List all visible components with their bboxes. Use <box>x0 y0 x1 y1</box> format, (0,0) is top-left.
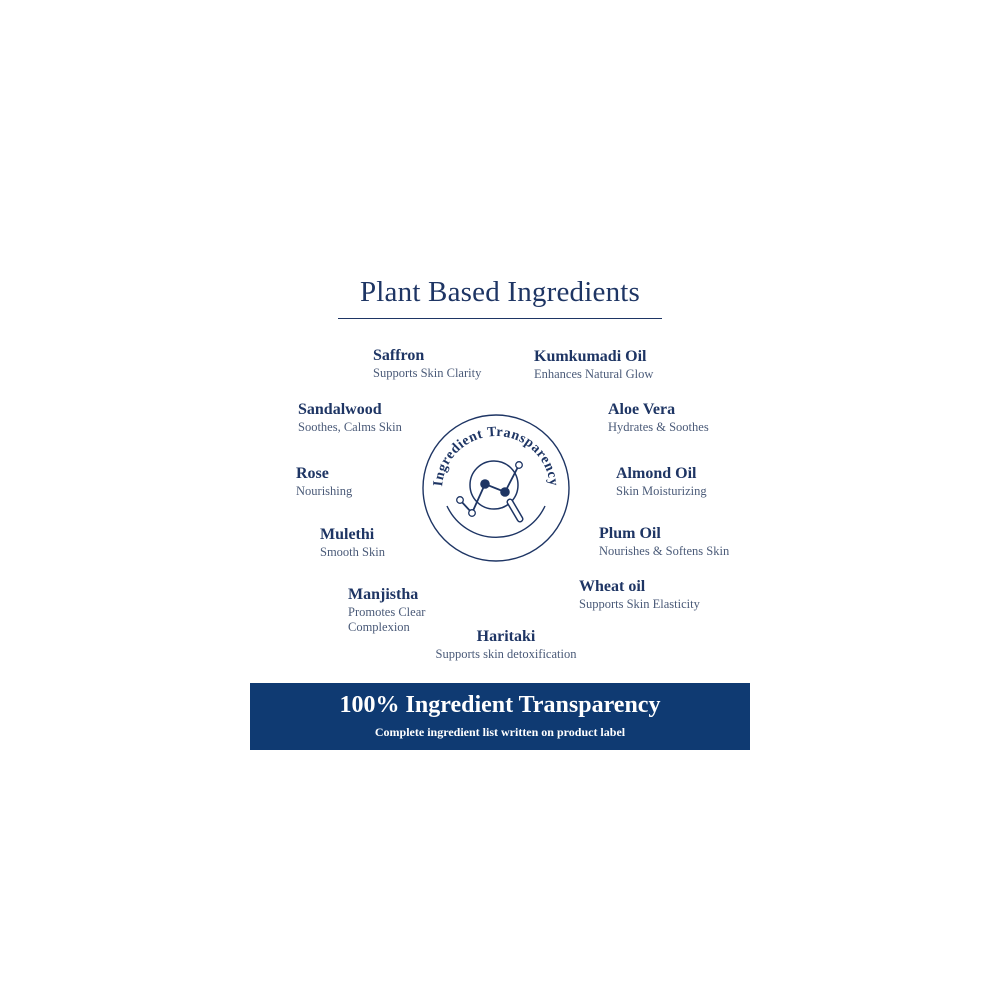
badge-text: Ingredient Transparency <box>431 424 561 488</box>
ingredient-name: Manjistha <box>348 586 419 603</box>
ingredient-aloe-vera <box>608 401 709 435</box>
ingredient-desc: Nourishes & Softens Skin <box>599 544 730 558</box>
ingredient-haritaki <box>431 628 581 662</box>
ingredient-name: Sandalwood <box>298 401 382 418</box>
ingredient-rose <box>296 465 352 499</box>
ingredient-desc: Supports Skin Clarity <box>373 366 482 380</box>
ingredient-manjistha <box>348 586 443 635</box>
ingredient-mulethi <box>320 526 385 560</box>
ingredient-transparency-badge <box>420 412 572 564</box>
ingredient-name: Saffron <box>373 347 425 364</box>
ingredient-name: Plum Oil <box>599 525 661 542</box>
ingredient-name: Wheat oil <box>579 578 646 595</box>
banner-headline: 100% Ingredient Transparency <box>339 692 661 718</box>
ingredient-saffron <box>373 347 481 381</box>
ingredient-sandalwood <box>298 401 402 435</box>
transparency-banner <box>250 683 750 750</box>
ingredient-desc: Promotes Clear Complexion <box>348 605 426 634</box>
ingredient-name: Mulethi <box>320 526 375 543</box>
ingredient-wheat-oil <box>579 578 700 612</box>
ingredient-desc: Supports skin detoxification <box>435 647 577 661</box>
ingredient-almond-oil <box>616 465 707 499</box>
ingredient-desc: Nourishing <box>296 484 353 498</box>
ingredient-desc: Skin Moisturizing <box>616 484 707 498</box>
badge-inner-arc <box>447 506 545 537</box>
ingredient-name: Almond Oil <box>616 465 697 482</box>
ingredient-desc: Enhances Natural Glow <box>534 367 654 381</box>
ingredient-name: Kumkumadi Oil <box>534 348 647 365</box>
ingredient-name: Aloe Vera <box>608 401 676 418</box>
ingredient-desc: Smooth Skin <box>320 545 385 559</box>
ingredient-name: Rose <box>296 465 329 482</box>
ingredient-name: Haritaki <box>476 628 536 645</box>
page-title: Plant Based Ingredients <box>359 276 641 308</box>
ingredient-desc: Supports Skin Elasticity <box>579 597 700 611</box>
ingredient-desc: Soothes, Calms Skin <box>298 420 402 434</box>
ingredient-desc: Hydrates & Soothes <box>608 420 709 434</box>
ingredient-plum-oil <box>599 525 729 559</box>
ingredient-kumkumadi-oil <box>534 348 653 382</box>
magnifier-graph-icon <box>457 461 523 519</box>
banner-subline: Complete ingredient list written on product label <box>374 725 626 739</box>
title-divider <box>338 318 662 319</box>
